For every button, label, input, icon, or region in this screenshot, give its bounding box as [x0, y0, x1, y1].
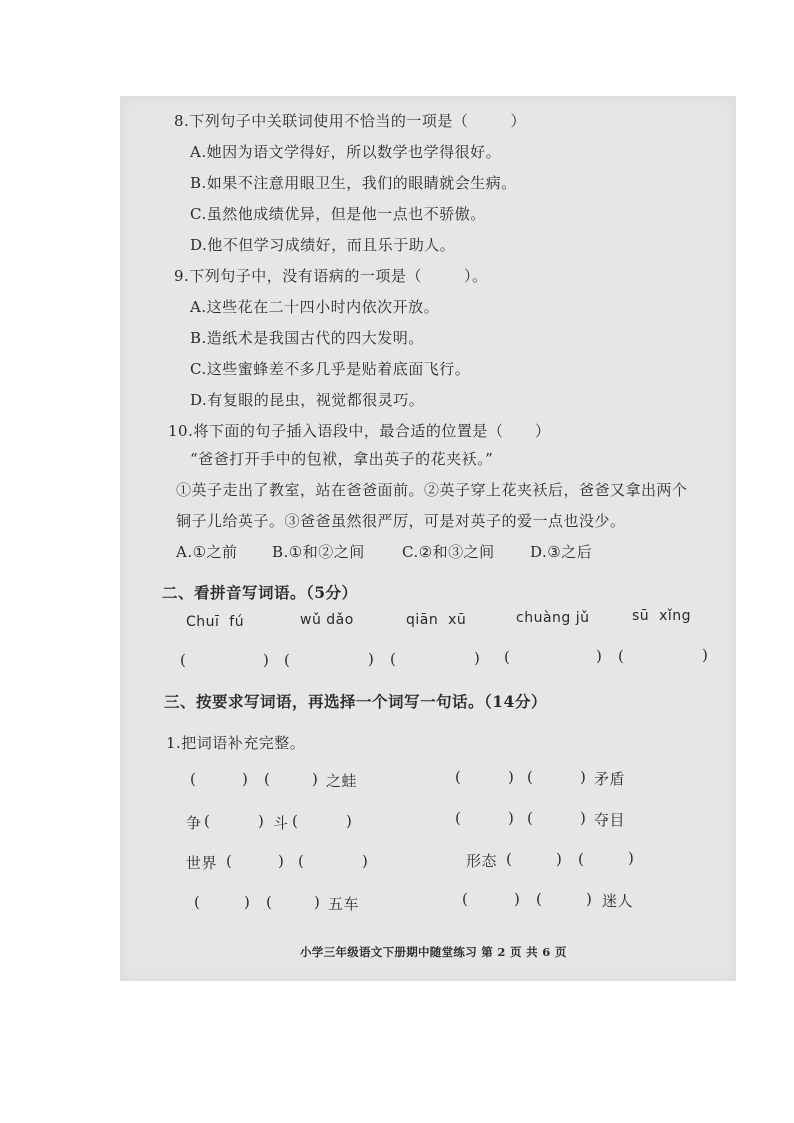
q10-option-b: B.①和②之间 [272, 543, 365, 561]
q9-option-a: A.这些花在二十四小时内依次开放。 [190, 298, 440, 316]
q8-option-c: C.虽然他成绩优异，但是他一点也不骄傲。 [190, 205, 486, 223]
blank-open: ( [536, 890, 542, 908]
section-3-sub-1: 1.把词语补充完整。 [166, 734, 306, 752]
pinyin-3: qiān xū [406, 612, 467, 628]
blank-open: ( [180, 651, 186, 669]
blank-open: ( [194, 893, 200, 911]
q10-stem: 10.将下面的句子插入语段中，最合适的位置是（ ） [168, 422, 551, 440]
blank-close: ) [702, 646, 708, 664]
q8-stem: 8.下列句子中关联词使用不恰当的一项是（ ） [174, 112, 526, 130]
blank-close: ) [508, 809, 514, 827]
blank-open: ( [504, 648, 510, 666]
blank-open: ( [455, 809, 461, 827]
q9-stem: 9.下列句子中，没有语病的一项是（ ）。 [174, 267, 488, 285]
blank-close: ) [278, 852, 284, 870]
blank-close: ) [580, 768, 586, 786]
q8-option-d: D.他不但学习成绩好，而且乐于助人。 [190, 236, 456, 254]
idiom-3-middle: 斗 [273, 814, 289, 832]
blank-close: ) [362, 852, 368, 870]
q10-option-a: A.①之前 [176, 543, 238, 561]
blank-close: ) [628, 849, 634, 867]
idiom-1-suffix: 之蛙 [326, 772, 358, 790]
blank-open: ( [618, 647, 624, 665]
blank-close: ) [258, 812, 264, 830]
blank-close: ) [346, 812, 352, 830]
section-3-title: 三、按要求写词语，再选择一个词写一句话。（14分） [164, 692, 547, 711]
q9-option-c: C.这些蜜蜂差不多几乎是贴着底面飞行。 [190, 360, 471, 378]
blank-open: ( [506, 850, 512, 868]
blank-open: ( [266, 893, 272, 911]
blank-close: ) [312, 770, 318, 788]
idiom-5-prefix: 世界 [186, 854, 218, 872]
idiom-3-prefix: 争 [186, 814, 202, 832]
blank-open: ( [298, 852, 304, 870]
pinyin-5: sū xǐng [632, 608, 692, 624]
idiom-2-suffix: 矛盾 [594, 770, 626, 788]
q10-option-d: D.③之后 [530, 543, 593, 561]
q8-option-a: A.她因为语文学得好，所以数学也学得很好。 [190, 143, 502, 161]
q10-option-c: C.②和③之间 [402, 543, 495, 561]
q10-quote: “爸爸打开手中的包袱，拿出英子的花夹袄。” [190, 450, 494, 468]
q10-passage-line-2: 铜子儿给英子。③爸爸虽然很严厉，可是对英子的爱一点也没少。 [176, 512, 626, 530]
blank-close: ) [368, 650, 374, 668]
blank-open: ( [292, 812, 298, 830]
blank-open: ( [390, 650, 396, 668]
blank-open: ( [226, 852, 232, 870]
page-footer: 小学三年级语文下册期中随堂练习 第 2 页 共 6 页 [300, 945, 567, 959]
blank-open: ( [527, 809, 533, 827]
blank-open: ( [264, 770, 270, 788]
blank-open: ( [204, 812, 210, 830]
blank-close: ) [474, 649, 480, 667]
pinyin-1: Chuī fú [186, 614, 245, 630]
blank-close: ) [556, 850, 562, 868]
blank-open: ( [527, 768, 533, 786]
pinyin-2: wǔ dǎo [300, 612, 354, 628]
blank-open: ( [190, 770, 196, 788]
blank-close: ) [514, 890, 520, 908]
blank-close: ) [586, 890, 592, 908]
idiom-6-prefix: 形态 [466, 852, 498, 870]
idiom-7-suffix: 五车 [328, 895, 360, 913]
idiom-4-suffix: 夺目 [594, 811, 626, 829]
blank-close: ) [244, 893, 250, 911]
exam-sheet [120, 96, 736, 981]
blank-close: ) [508, 768, 514, 786]
q8-option-b: B.如果不注意用眼卫生，我们的眼睛就会生病。 [190, 174, 517, 192]
q9-option-d: D.有复眼的昆虫，视觉都很灵巧。 [190, 391, 425, 409]
blank-open: ( [578, 850, 584, 868]
q9-option-b: B.造纸术是我国古代的四大发明。 [190, 329, 424, 347]
blank-close: ) [580, 809, 586, 827]
blank-open: ( [455, 768, 461, 786]
idiom-8-suffix: 迷人 [602, 892, 634, 910]
blank-close: ) [314, 893, 320, 911]
blank-close: ) [263, 651, 269, 669]
blank-open: ( [284, 651, 290, 669]
blank-open: ( [462, 890, 468, 908]
q10-passage-line-1: ①英子走出了教室，站在爸爸面前。②英子穿上花夹袄后，爸爸又拿出两个 [176, 481, 688, 499]
blank-close: ) [596, 647, 602, 665]
blank-close: ) [242, 770, 248, 788]
pinyin-4: chuàng jǔ [516, 610, 590, 626]
section-2-title: 二、看拼音写词语。（5分） [162, 583, 358, 602]
